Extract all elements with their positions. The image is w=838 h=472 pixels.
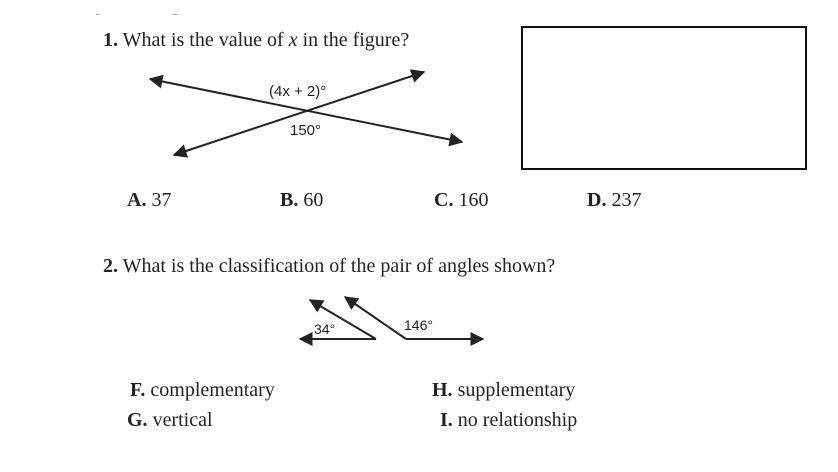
question-2-prompt bbox=[103, 255, 555, 278]
choice-letter: A. bbox=[127, 189, 147, 211]
choice-text: vertical bbox=[152, 409, 213, 431]
choice-letter: I. bbox=[440, 409, 453, 431]
question-1-prompt bbox=[103, 29, 409, 52]
choice-letter: B. bbox=[280, 189, 299, 211]
choice-text: 60 bbox=[303, 189, 324, 211]
choice-i[interactable] bbox=[440, 409, 577, 432]
choice-text: 37 bbox=[151, 189, 172, 211]
answer-box[interactable] bbox=[521, 26, 807, 170]
angle-label-right: 146° bbox=[404, 317, 433, 333]
question-1-text-before: What is the value of bbox=[122, 29, 289, 51]
choice-text: supplementary bbox=[457, 379, 576, 401]
choice-c[interactable] bbox=[434, 189, 488, 212]
choice-letter: G. bbox=[127, 409, 148, 431]
question-1-figure bbox=[140, 62, 480, 166]
choice-letter: C. bbox=[434, 189, 454, 211]
angle-label-top: (4x + 2)° bbox=[269, 83, 327, 100]
choice-text: complementary bbox=[150, 379, 275, 401]
angle-146-ray-slanted bbox=[345, 297, 406, 339]
question-1-number: 1. bbox=[103, 29, 118, 51]
question-2-text: What is the classification of the pair of angles shown? bbox=[122, 255, 556, 277]
choice-text: 237 bbox=[611, 189, 642, 211]
question-2-number: 2. bbox=[103, 255, 118, 277]
choice-letter: D. bbox=[587, 189, 607, 211]
choice-text: 160 bbox=[458, 189, 489, 211]
choice-f[interactable] bbox=[130, 379, 275, 402]
choice-letter: H. bbox=[432, 379, 453, 401]
choice-d[interactable] bbox=[587, 189, 641, 212]
question-1-text-after: in the figure? bbox=[297, 29, 410, 51]
decorative-mark bbox=[172, 14, 178, 15]
question-1-variable: x bbox=[288, 29, 298, 51]
choice-a[interactable] bbox=[127, 189, 171, 212]
choice-b[interactable] bbox=[280, 189, 323, 212]
choice-text: no relationship bbox=[457, 409, 578, 431]
decorative-mark bbox=[96, 14, 100, 15]
question-2-figure bbox=[290, 290, 490, 350]
angle-label-left: 34° bbox=[314, 321, 336, 337]
choice-h[interactable] bbox=[432, 379, 575, 402]
choice-letter: F. bbox=[130, 379, 146, 401]
choice-g[interactable] bbox=[127, 409, 213, 432]
angle-label-bottom: 150° bbox=[290, 122, 322, 139]
